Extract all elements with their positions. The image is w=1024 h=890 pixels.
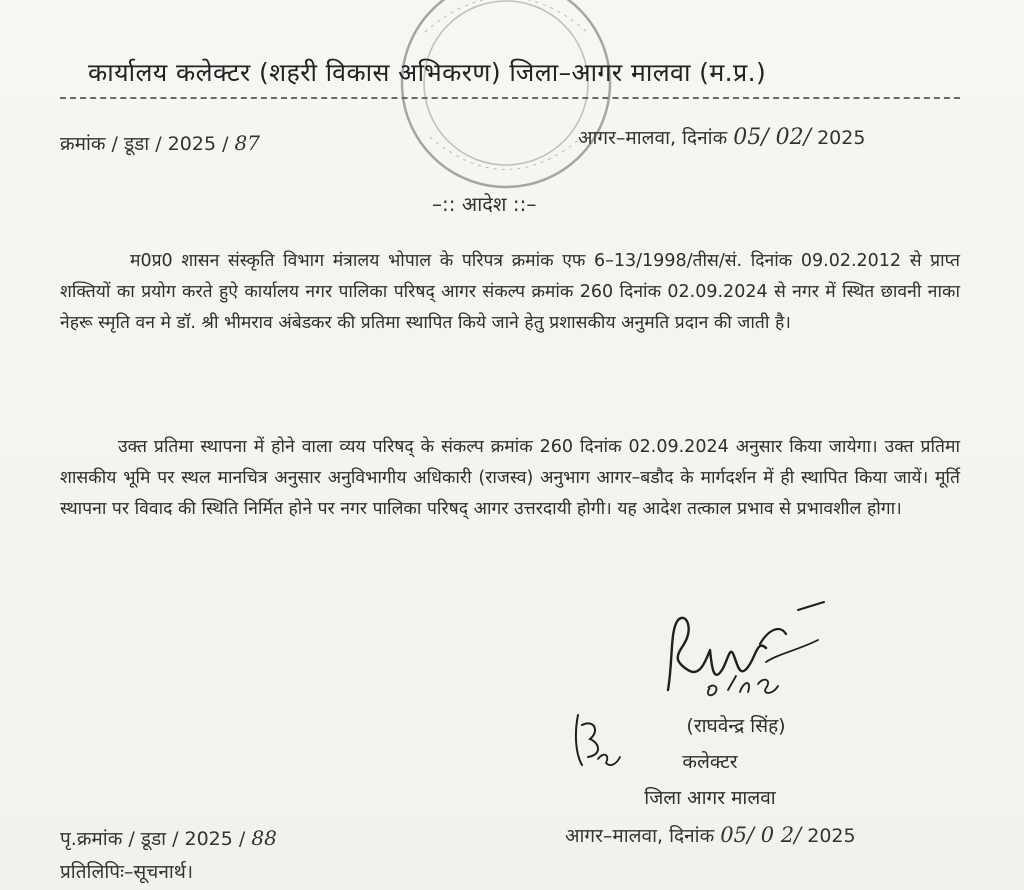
order-heading: –:: आदेश ::– <box>432 192 537 216</box>
header-divider <box>60 97 960 99</box>
signatory-name: (राघवेन्द्र सिंह) <box>686 715 786 737</box>
collector-signature <box>648 600 848 720</box>
place-date-prefix: आगर–मालवा, दिनांक <box>578 127 734 149</box>
endorsement-number-handwritten: 88 <box>251 826 277 850</box>
endorsement-reference-number <box>60 825 277 851</box>
endorsement-date-handwritten: 05/ 0 2/ <box>720 823 802 847</box>
order-paragraph-2: उक्त प्रतिमा स्थापना में होने वाला व्यय परिषद् के संकल्प क्रमांक 260 दिनांक 02.09.2024 अनुसार किया जायेगा। उक्त प्रतिमा शासकीय भूमि पर स्थल मानचित्र अनुसार अनुविभागीय अधिकारी (राजस्व) अनुभाग आगर–बडौद के मार्गदर्शन में ही स्थापित किया जायें। मूर्ति स्थापना पर विवाद की स्थिति निर्मित होने पर नगर पालिका परिषद् आगर उत्तरदायी होगी। यह आदेश तत्काल प्रभाव से प्रभावशील होगा। <box>60 437 960 519</box>
signatory-designation: कलेक्टर <box>682 751 738 773</box>
date-handwritten: 05/ 02/ <box>733 125 812 150</box>
order-place-date <box>578 124 865 150</box>
endorsement-date-year: 2025 <box>801 825 856 847</box>
endorsement-place-date-prefix: आगर–मालवा, दिनांक <box>565 825 721 847</box>
signatory-district: जिला आगर मालवा <box>644 787 776 809</box>
reference-number-handwritten: 87 <box>234 131 260 155</box>
copy-for-information: प्रतिलिपिः–सूचनार्थ। <box>60 861 194 883</box>
order-paragraph-1: म0प्र0 शासन संस्कृति विभाग मंत्रालय भोपाल के परिपत्र क्रमांक एफ 6–13/1998/तीस/सं. दिनांक 09.02.2012 से प्राप्त शक्तियों का प्रयोग करते हुऐ कार्यालय नगर पालिका परिषद् आगर संकल्प क्रमांक 260 दिनांक 02.09.2024 से नगर में स्थित छावनी नाका नेहरू स्मृति वन मे डॉ. श्री भीमराव अंबेडकर की प्रतिमा स्थापित किये जाने हेतु प्रशासकीय अनुमति प्रदान की जाती है। <box>60 251 960 333</box>
office-header-title: कार्यालय कलेक्टर (शहरी विकास अभिकरण) जिला–आगर मालवा (म.प्र.) <box>88 58 767 87</box>
endorsement-place-date <box>565 822 856 848</box>
order-reference-number <box>60 130 260 156</box>
endorsement-number-prefix: पृ.क्रमांक / डूडा / 2025 / <box>60 828 252 850</box>
date-year: 2025 <box>811 127 866 149</box>
reference-number-prefix: क्रमांक / डूडा / 2025 / <box>60 133 235 155</box>
